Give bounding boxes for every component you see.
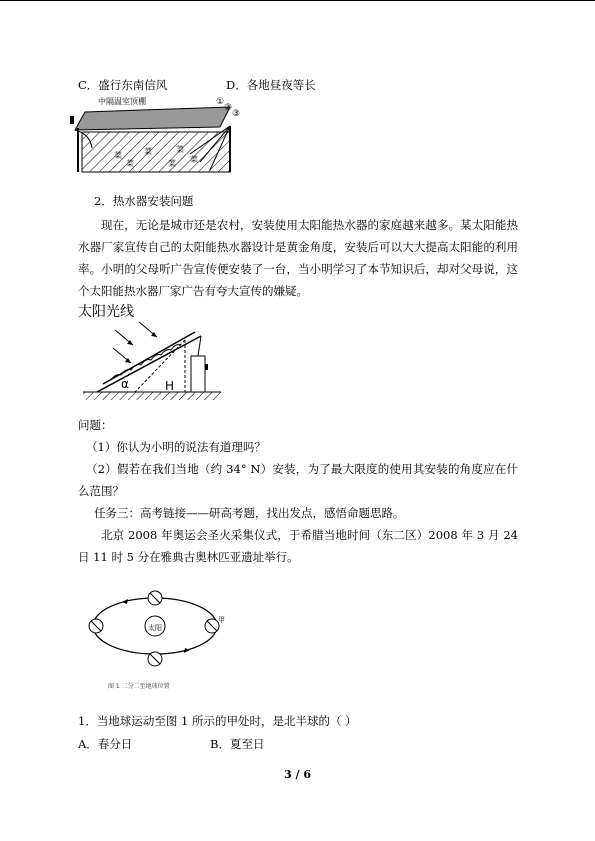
figure-caption: 图 1 二分二至地球位置 bbox=[108, 683, 170, 690]
sunlight-label: 太阳光线 bbox=[78, 304, 134, 320]
jia-label: 甲 bbox=[218, 616, 225, 624]
option-a: A．春分日 bbox=[78, 737, 133, 751]
top-rule bbox=[0, 0, 595, 1]
plant-mark: 菜 bbox=[126, 159, 134, 168]
question-1: （1）你认为小明的说法有道理吗？ bbox=[86, 440, 266, 454]
marker-3: ③ bbox=[232, 109, 241, 119]
sun-label: 太阳 bbox=[148, 624, 162, 632]
earth-orbit-figure bbox=[82, 592, 225, 692]
alpha-label: α bbox=[121, 377, 129, 391]
question-label: 问题： bbox=[78, 418, 113, 432]
h-label: H bbox=[165, 379, 175, 393]
plant-mark: 菜 bbox=[114, 151, 122, 160]
question-2: （2）假若在我们当地（约 34° N）安装，为了最大限度的使用其安装的角度应在什么范围？ bbox=[78, 462, 518, 498]
plant-mark: 菜 bbox=[190, 155, 198, 164]
plant-mark: 菜 bbox=[144, 147, 152, 156]
plant-mark: 菜 bbox=[168, 159, 176, 168]
marker-1: ① bbox=[216, 97, 225, 107]
option-b: B．夏至日 bbox=[210, 737, 265, 751]
section-2-title: 2．热水器安装问题 bbox=[94, 194, 194, 208]
plant-mark: 菜 bbox=[176, 145, 184, 154]
roof-label: 中隔温室顶棚 bbox=[98, 97, 146, 106]
task-3: 任务三：高考链接——研高考题，找出发点，感悟命题思路。 bbox=[94, 506, 405, 520]
solar-heater-figure bbox=[75, 300, 225, 408]
paragraph-water-heater: 现在，无论是城市还是农村，安装使用太阳能热水器的家庭越来越多。某太阳能热水器厂家宣传自己的太阳能热水器设计是黄金角度，安装后可以大大提高太阳能的利用率。小明的父母听广告宣传便安装了一台，当小明学习了本节知识后，却对父母说，这个太阳能热水器厂家广告有夸大宣传的嫌疑。 bbox=[78, 218, 518, 298]
greenhouse-figure bbox=[70, 92, 245, 182]
question-multiple-choice: 1．当地球运动至图 1 所示的甲处时，是北半球的（ ） bbox=[78, 714, 357, 728]
option-d: D．各地昼夜等长 bbox=[226, 78, 316, 92]
marker-2: ② bbox=[224, 103, 233, 113]
paragraph-olympic: 北京 2008 年奥运会圣火采集仪式，于希腊当地时间（东二区）2008 年 3 月 24 日 11 时 5 分在雅典古奥林匹亚遗址举行。 bbox=[78, 528, 518, 564]
page-number: 3 / 6 bbox=[284, 768, 311, 781]
option-c: C．盛行东南信风 bbox=[78, 78, 168, 92]
